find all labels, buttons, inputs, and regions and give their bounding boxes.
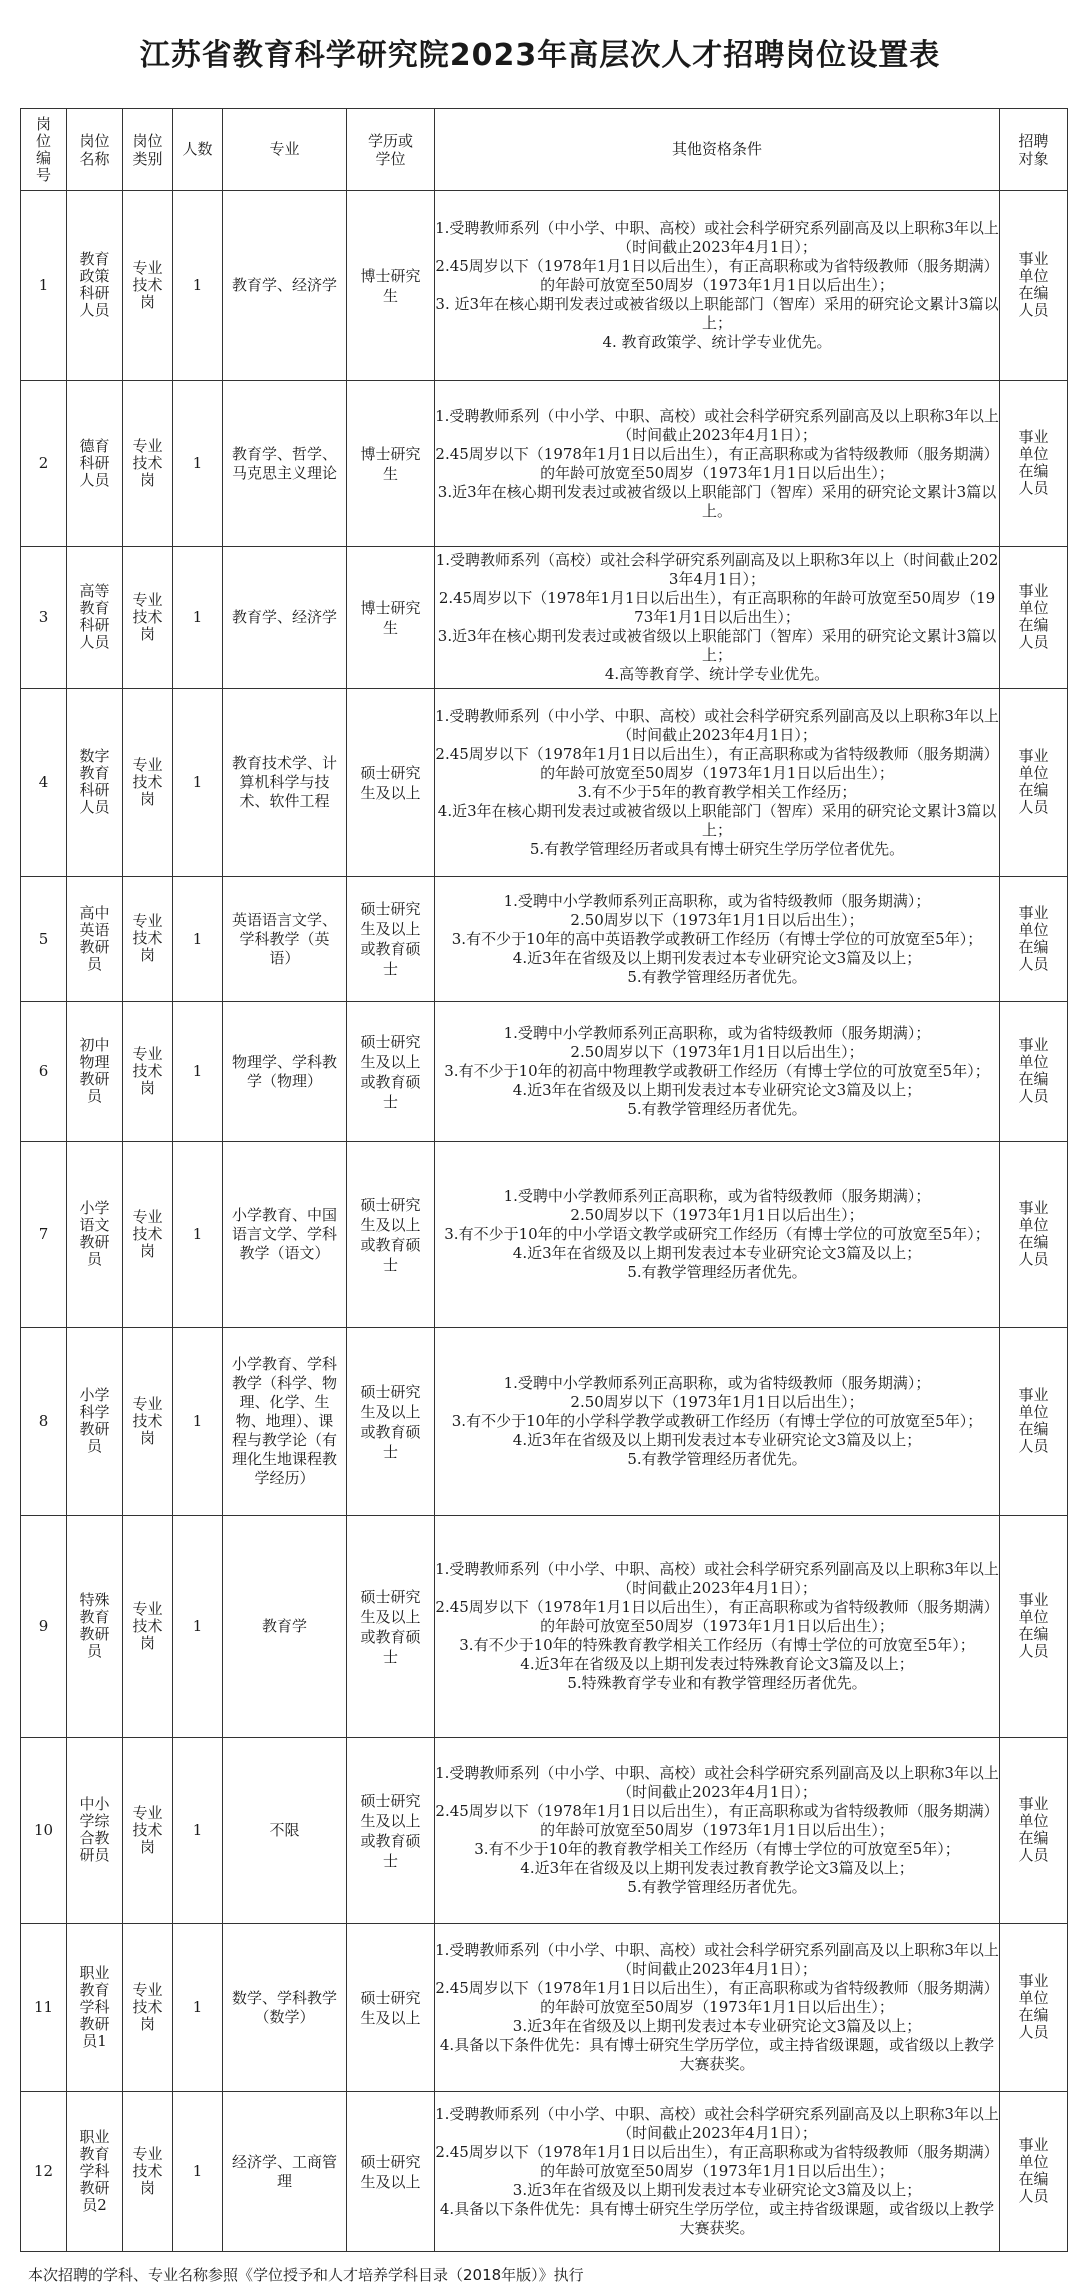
cell-education: 博士研究生 [347,547,435,689]
cell-major: 小学教育、中国语言文学、学科教学（语文） [223,1142,347,1328]
condition-item: 4.近3年在省级及以上期刊发表过教育教学论文3篇及以上； [520,1859,914,1877]
cell-position-id: 8 [21,1328,67,1516]
cell-major: 物理学、学科教学（物理） [223,1002,347,1142]
condition-item: 2.45周岁以下（1978年1月1日以后出生），有正高职称或为省特级教师（服务期满）的年龄可放宽至50周岁（1973年1月1日以后出生）； [435,744,999,782]
cell-headcount: 1 [173,1002,223,1142]
condition-item: 1.受聘教师系列（中小学、中职、高校）或社会科学研究系列副高及以上职称3年以上（时间截止2023年4月1日）； [435,2105,999,2142]
cell-major: 教育学、经济学 [223,547,347,689]
cell-target: 事业单位在编人员 [1000,1002,1068,1142]
cell-major: 小学教育、学科教学（科学、物理、化学、生物、地理）、课程与教学论（有理化生地课程教学经历） [223,1328,347,1516]
header-education: 学历或学位 [347,109,435,191]
cell-conditions [435,191,1000,381]
cell-target: 事业单位在编人员 [1000,381,1068,547]
header-major: 专业 [223,109,347,191]
cell-position-category: 专业技术岗 [123,1516,173,1738]
cell-major: 不限 [223,1738,347,1924]
condition-item: 2.45周岁以下（1978年1月1日以后出生），有正高职称或为省特级教师（服务期满）的年龄可放宽至50周岁（1973年1月1日以后出生）； [435,1598,999,1635]
cell-position-name: 小学科学教研员 [67,1328,123,1516]
cell-position-category: 专业技术岗 [123,689,173,877]
cell-position-id: 4 [21,689,67,877]
cell-position-id: 1 [21,191,67,381]
condition-item: 4.近3年在省级及以上期刊发表过本专业研究论文3篇及以上； [512,1244,922,1262]
table-row [21,191,1068,381]
cell-position-id: 10 [21,1738,67,1924]
condition-item: 4.近3年在省级及以上期刊发表过特殊教育论文3篇及以上； [520,1655,914,1673]
condition-item: 5.有教学管理经历者优先。 [627,1100,807,1118]
table-row [21,689,1068,877]
condition-item: 4.近3年在省级及以上期刊发表过本专业研究论文3篇及以上； [512,1431,922,1449]
table-row [21,2092,1068,2252]
cell-education: 硕士研究生及以上或教育硕士 [347,1516,435,1738]
table-row [21,1002,1068,1142]
cell-major: 教育技术学、计算机科学与技术、软件工程 [223,689,347,877]
cell-position-category: 专业技术岗 [123,1738,173,1924]
condition-item: 1.受聘中小学教师系列正高职称，或为省特级教师（服务期满）； [503,891,931,910]
cell-target: 事业单位在编人员 [1000,877,1068,1002]
condition-item: 4.近3年在省级及以上期刊发表过本专业研究论文3篇及以上； [512,948,922,967]
condition-item: 1.受聘教师系列（中小学、中职、高校）或社会科学研究系列副高及以上职称3年以上（时间截止2023年4月1日）； [435,1560,999,1597]
cell-position-name: 职业教育学科教研员2 [67,2092,123,2252]
condition-item: 2.45周岁以下（1978年1月1日以后出生），有正高职称的年龄可放宽至50周岁（1973年1月1日以后出生）； [438,589,996,626]
table-header-row [21,109,1068,191]
cell-position-id: 12 [21,2092,67,2252]
cell-education: 硕士研究生及以上或教育硕士 [347,1142,435,1328]
condition-item: 1.受聘中小学教师系列正高职称，或为省特级教师（服务期满）； [503,1187,931,1205]
condition-item: 2.50周岁以下（1973年1月1日以后出生）； [570,1043,864,1061]
condition-item: 1.受聘教师系列（高校）或社会科学研究系列副高及以上职称3年以上（时间截止2023年4月1日）； [435,551,999,588]
header-conditions: 其他资格条件 [435,109,1000,191]
table-row [21,547,1068,689]
condition-item: 1.受聘中小学教师系列正高职称，或为省特级教师（服务期满）； [503,1374,931,1392]
cell-position-id: 11 [21,1924,67,2092]
cell-target: 事业单位在编人员 [1000,1328,1068,1516]
cell-major: 教育学、哲学、马克思主义理论 [223,381,347,547]
condition-item: 5.有教学管理经历者优先。 [627,1450,807,1468]
cell-position-category: 专业技术岗 [123,877,173,1002]
table-row [21,1328,1068,1516]
cell-education: 硕士研究生及以上或教育硕士 [347,1002,435,1142]
cell-headcount: 1 [173,1328,223,1516]
cell-position-category: 专业技术岗 [123,1924,173,2092]
condition-item: 2.45周岁以下（1978年1月1日以后出生），有正高职称或为省特级教师（服务期满）的年龄可放宽至50周岁（1973年1月1日以后出生）； [435,2143,999,2180]
cell-position-name: 德育科研人员 [67,381,123,547]
cell-conditions [435,689,1000,877]
condition-item: 5.特殊教育学专业和有教学管理经历者优先。 [567,1674,867,1692]
condition-item: 3.有不少于5年的教育教学相关工作经历； [577,782,857,801]
cell-conditions [435,877,1000,1002]
cell-position-name: 小学语文教研员 [67,1142,123,1328]
cell-position-id: 6 [21,1002,67,1142]
cell-target: 事业单位在编人员 [1000,1516,1068,1738]
cell-position-name: 特殊教育教研员 [67,1516,123,1738]
condition-item: 4.具备以下条件优先：具有博士研究生学历学位，或主持省级课题，或省级以上教学大赛获奖。 [439,2200,995,2237]
cell-position-name: 数字教育科研人员 [67,689,123,877]
cell-headcount: 1 [173,689,223,877]
cell-position-name: 高等教育科研人员 [67,547,123,689]
condition-item: 4. 教育政策学、统计学专业优先。 [602,333,832,351]
cell-education: 博士研究生 [347,191,435,381]
table-body [21,191,1068,2252]
cell-major: 教育学 [223,1516,347,1738]
condition-item: 1.受聘教师系列（中小学、中职、高校）或社会科学研究系列副高及以上职称3年以上（时间截止2023年4月1日）； [435,1764,999,1801]
cell-conditions [435,547,1000,689]
cell-position-category: 专业技术岗 [123,381,173,547]
cell-target: 事业单位在编人员 [1000,689,1068,877]
condition-item: 4.高等教育学、统计学专业优先。 [604,665,830,683]
cell-position-id: 5 [21,877,67,1002]
cell-conditions [435,1142,1000,1328]
table-row [21,877,1068,1002]
cell-position-name: 高中英语教研员 [67,877,123,1002]
cell-headcount: 1 [173,547,223,689]
header-category: 岗位类别 [123,109,173,191]
cell-headcount: 1 [173,1142,223,1328]
cell-target: 事业单位在编人员 [1000,1738,1068,1924]
cell-major: 教育学、经济学 [223,191,347,381]
condition-item: 3.近3年在核心期刊发表过或被省级以上职能部门（智库）采用的研究论文累计3篇以上。 [437,482,997,520]
cell-conditions [435,1002,1000,1142]
condition-item: 5.有教学管理经历者优先。 [627,967,807,986]
cell-position-category: 专业技术岗 [123,2092,173,2252]
cell-target: 事业单位在编人员 [1000,547,1068,689]
condition-item: 3.有不少于10年的小学科学教学或教研工作经历（有博士学位的可放宽至5年）； [451,1412,983,1430]
condition-item: 1.受聘教师系列（中小学、中职、高校）或社会科学研究系列副高及以上职称3年以上（时间截止2023年4月1日）； [435,219,999,256]
condition-item: 3.有不少于10年的教育教学相关工作经历（有博士学位的可放宽至5年）； [474,1840,960,1858]
positions-table [20,108,1068,2252]
cell-education: 硕士研究生及以上或教育硕士 [347,1328,435,1516]
cell-headcount: 1 [173,381,223,547]
condition-item: 3.有不少于10年的高中英语教学或教研工作经历（有博士学位的可放宽至5年）； [451,929,983,948]
condition-item: 3.有不少于10年的中小学语文教学或研究工作经历（有博士学位的可放宽至5年）； [444,1225,990,1243]
cell-headcount: 1 [173,1924,223,2092]
table-row [21,381,1068,547]
cell-position-name: 中小学综合教研员 [67,1738,123,1924]
condition-item: 3.有不少于10年的特殊教育教学相关工作经历（有博士学位的可放宽至5年）； [459,1636,975,1654]
condition-item: 2.45周岁以下（1978年1月1日以后出生），有正高职称或为省特级教师（服务期满）的年龄可放宽至50周岁（1973年1月1日以后出生）； [435,1979,999,2016]
cell-education: 硕士研究生及以上或教育硕士 [347,1738,435,1924]
cell-target: 事业单位在编人员 [1000,1924,1068,2092]
cell-position-category: 专业技术岗 [123,1142,173,1328]
header-id: 岗位编号 [21,109,67,191]
footnote: 本次招聘的学科、专业名称参照《学位授予和人才培养学科目录（2018年版）》执行 [28,2266,584,2284]
cell-position-name: 职业教育学科教研员1 [67,1924,123,2092]
cell-education: 硕士研究生及以上 [347,689,435,877]
cell-headcount: 1 [173,1516,223,1738]
cell-conditions [435,2092,1000,2252]
header-count: 人数 [173,109,223,191]
cell-conditions [435,1924,1000,2092]
cell-headcount: 1 [173,191,223,381]
condition-item: 4.近3年在省级及以上期刊发表过本专业研究论文3篇及以上； [512,1081,922,1099]
cell-headcount: 1 [173,877,223,1002]
table-row [21,1142,1068,1328]
cell-position-name: 教育政策科研人员 [67,191,123,381]
condition-item: 1.受聘教师系列（中小学、中职、高校）或社会科学研究系列副高及以上职称3年以上（时间截止2023年4月1日）； [435,1941,999,1978]
cell-education: 硕士研究生及以上 [347,2092,435,2252]
table-row [21,1516,1068,1738]
condition-item: 3. 近3年在核心期刊发表过或被省级以上职能部门（智库）采用的研究论文累计3篇以上； [435,295,999,332]
cell-conditions [435,381,1000,547]
cell-target: 事业单位在编人员 [1000,1142,1068,1328]
cell-headcount: 1 [173,2092,223,2252]
condition-item: 3.有不少于10年的初高中物理教学或教研工作经历（有博士学位的可放宽至5年）； [444,1062,990,1080]
cell-education: 硕士研究生及以上或教育硕士 [347,877,435,1002]
cell-position-id: 9 [21,1516,67,1738]
cell-position-id: 7 [21,1142,67,1328]
cell-conditions [435,1328,1000,1516]
condition-item: 4.具备以下条件优先：具有博士研究生学历学位，或主持省级课题，或省级以上教学大赛获奖。 [439,2036,995,2073]
cell-position-category: 专业技术岗 [123,547,173,689]
condition-item: 5.有教学管理经历者优先。 [627,1263,807,1281]
page-title: 江苏省教育科学研究院2023年高层次人才招聘岗位设置表 [139,38,941,73]
cell-conditions [435,1738,1000,1924]
cell-target: 事业单位在编人员 [1000,2092,1068,2252]
table-row [21,1924,1068,2092]
condition-item: 3.近3年在省级及以上期刊发表过本专业研究论文3篇及以上； [512,2017,922,2035]
condition-item: 1.受聘中小学教师系列正高职称，或为省特级教师（服务期满）； [503,1024,931,1042]
cell-major: 数学、学科教学（数学） [223,1924,347,2092]
condition-item: 2.45周岁以下（1978年1月1日以后出生），有正高职称或为省特级教师（服务期满）的年龄可放宽至50周岁（1973年1月1日以后出生）； [435,444,999,482]
cell-position-id: 3 [21,547,67,689]
header-name: 岗位名称 [67,109,123,191]
condition-item: 3.近3年在省级及以上期刊发表过本专业研究论文3篇及以上； [512,2181,922,2199]
cell-position-name: 初中物理教研员 [67,1002,123,1142]
condition-item: 2.50周岁以下（1973年1月1日以后出生）； [570,1393,864,1411]
header-target: 招聘对象 [1000,109,1068,191]
cell-position-category: 专业技术岗 [123,1328,173,1516]
cell-major: 经济学、工商管理 [223,2092,347,2252]
condition-item: 5.有教学管理经历者或具有博士研究生学历学位者优先。 [529,839,905,858]
condition-item: 2.50周岁以下（1973年1月1日以后出生）； [570,910,864,929]
condition-item: 5.有教学管理经历者优先。 [627,1878,807,1896]
condition-item: 2.45周岁以下（1978年1月1日以后出生），有正高职称或为省特级教师（服务期满）的年龄可放宽至50周岁（1973年1月1日以后出生）； [435,1802,999,1839]
condition-item: 2.45周岁以下（1978年1月1日以后出生），有正高职称或为省特级教师（服务期满）的年龄可放宽至50周岁（1973年1月1日以后出生）； [435,257,999,294]
cell-conditions [435,1516,1000,1738]
cell-education: 博士研究生 [347,381,435,547]
condition-item: 3.近3年在核心期刊发表过或被省级以上职能部门（智库）采用的研究论文累计3篇以上； [437,627,997,664]
cell-headcount: 1 [173,1738,223,1924]
condition-item: 2.50周岁以下（1973年1月1日以后出生）； [570,1206,864,1224]
cell-target: 事业单位在编人员 [1000,191,1068,381]
condition-item: 1.受聘教师系列（中小学、中职、高校）或社会科学研究系列副高及以上职称3年以上（时间截止2023年4月1日）； [435,406,999,444]
table-row [21,1738,1068,1924]
cell-position-category: 专业技术岗 [123,191,173,381]
condition-item: 4.近3年在核心期刊发表过或被省级以上职能部门（智库）采用的研究论文累计3篇以上； [437,801,997,839]
cell-education: 硕士研究生及以上 [347,1924,435,2092]
cell-position-id: 2 [21,381,67,547]
cell-major: 英语语言文学、学科教学（英语） [223,877,347,1002]
condition-item: 1.受聘教师系列（中小学、中职、高校）或社会科学研究系列副高及以上职称3年以上（时间截止2023年4月1日）； [435,706,999,744]
cell-position-category: 专业技术岗 [123,1002,173,1142]
